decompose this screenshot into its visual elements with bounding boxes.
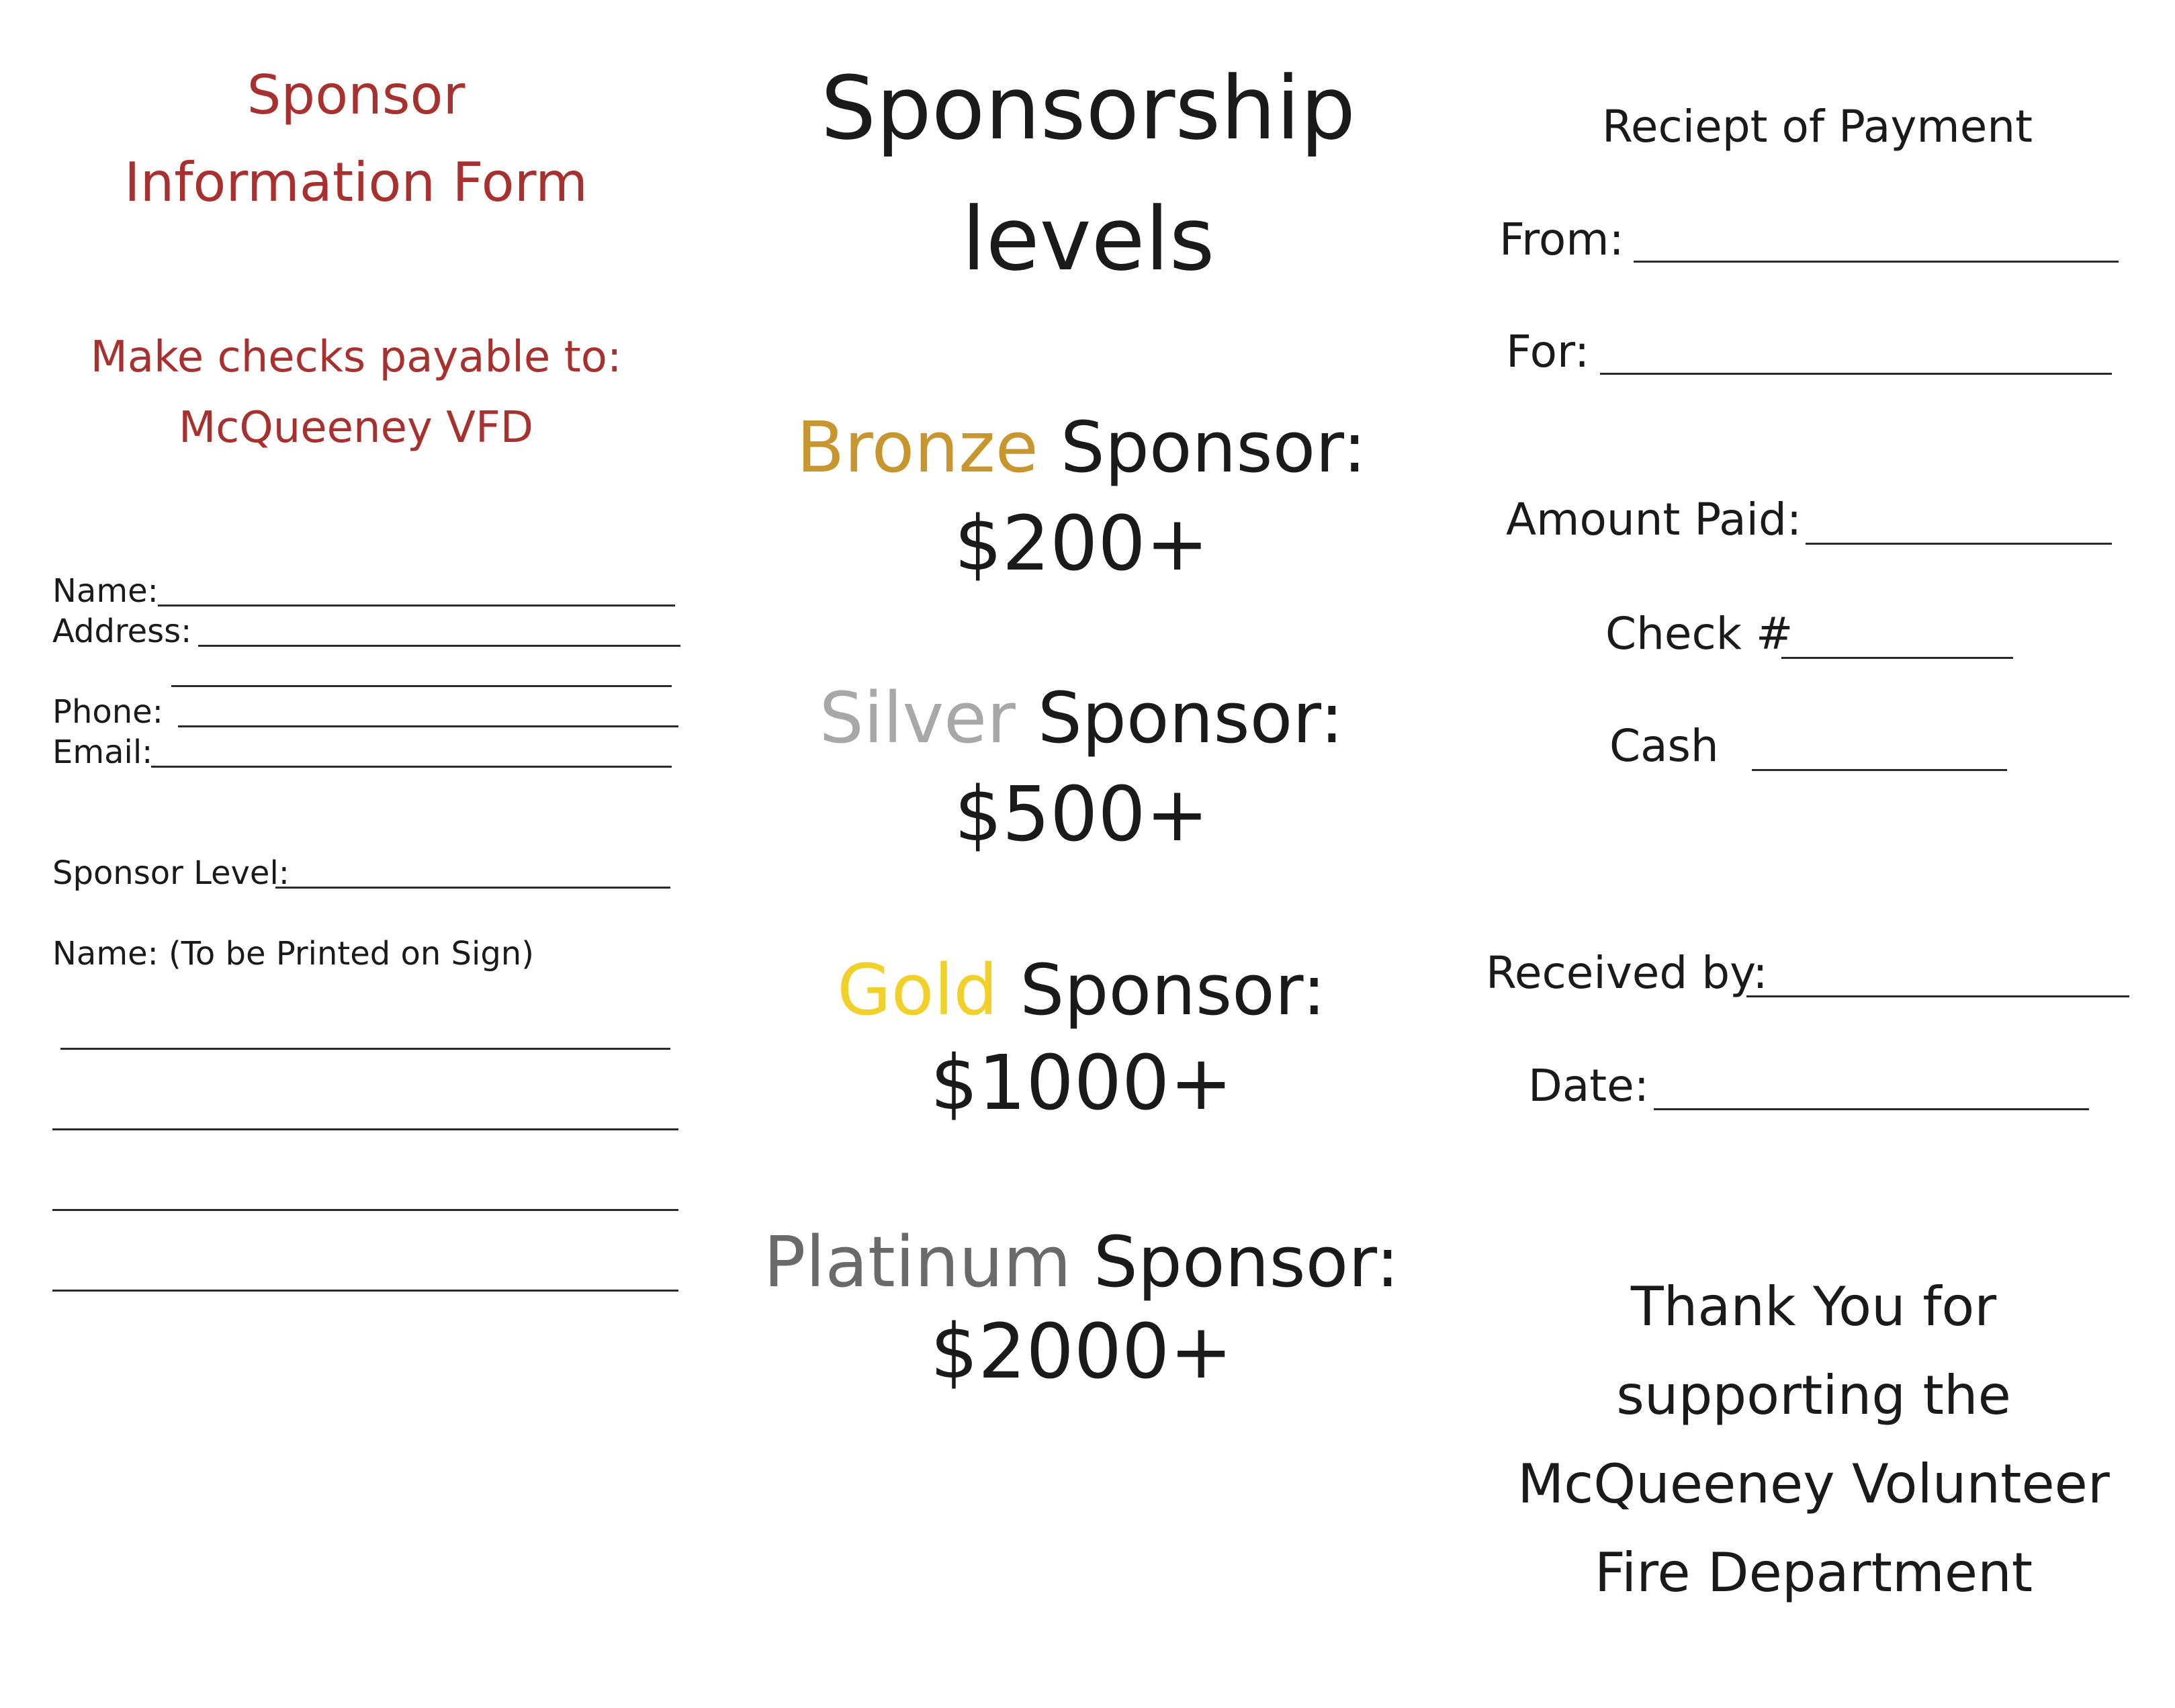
payable-to-label: Make checks payable to: (90, 332, 622, 382)
check-number-field[interactable] (1781, 657, 2013, 659)
received-by-field[interactable] (1746, 995, 2129, 997)
sign-name-line-3[interactable] (52, 1209, 678, 1211)
date-label: Date: (1528, 1060, 1649, 1112)
gold-amount: $1000+ (930, 1040, 1233, 1127)
bronze-tier-name: Bronze (796, 406, 1038, 488)
silver-tier-name: Silver (819, 677, 1016, 759)
thanks-line-1: Thank You for (1630, 1275, 1997, 1338)
silver-amount: $500+ (954, 771, 1209, 858)
from-label: From: (1499, 214, 1624, 265)
for-field[interactable] (1600, 373, 2112, 375)
sign-name-line-2[interactable] (52, 1128, 678, 1130)
received-by-label: Received by: (1486, 947, 1768, 999)
bronze-tier-suffix: Sponsor: (1038, 406, 1367, 488)
phone-field[interactable] (178, 725, 678, 727)
check-number-label: Check # (1605, 608, 1793, 660)
platinum-tier-suffix: Sponsor: (1071, 1221, 1400, 1303)
sponsor-title-line2: Information Form (124, 151, 588, 214)
cash-field[interactable] (1752, 769, 2007, 771)
for-label: For: (1506, 326, 1590, 377)
thanks-line-2: supporting the (1616, 1364, 2011, 1427)
levels-title-line2: levels (961, 188, 1215, 290)
sign-name-line-4[interactable] (52, 1290, 678, 1292)
sponsor-level-label: Sponsor Level: (52, 854, 290, 892)
sign-name-line-1[interactable] (60, 1048, 670, 1050)
email-field[interactable] (151, 766, 672, 768)
amount-paid-field[interactable] (1806, 543, 2112, 545)
from-field[interactable] (1634, 261, 2119, 263)
name-label: Name: (52, 572, 159, 610)
date-field[interactable] (1654, 1108, 2089, 1110)
receipt-title: Reciept of Payment (1602, 101, 2033, 152)
address-field[interactable] (198, 645, 680, 647)
gold-tier-suffix: Sponsor: (997, 949, 1326, 1031)
name-field[interactable] (158, 604, 675, 606)
email-label: Email: (52, 733, 153, 771)
silver-tier-suffix: Sponsor: (1015, 677, 1344, 759)
thanks-line-4: Fire Department (1594, 1541, 2033, 1604)
payable-to-name: McQueeney VFD (178, 403, 534, 453)
thank-you-message (1444, 1263, 2175, 1617)
sponsor-level-field[interactable] (275, 887, 670, 889)
gold-level-title (719, 949, 1444, 1031)
gold-tier-name: Gold (837, 949, 998, 1031)
phone-label: Phone: (52, 693, 163, 731)
platinum-tier-name: Platinum (763, 1221, 1071, 1303)
sponsor-title-line1: Sponsor (247, 64, 465, 126)
levels-title-line1: Sponsorship (820, 57, 1356, 159)
amount-paid-label: Amount Paid: (1506, 494, 1802, 545)
address-label: Address: (52, 613, 192, 650)
platinum-amount: $2000+ (930, 1308, 1233, 1396)
bronze-level-title (719, 406, 1444, 488)
silver-level-title (719, 677, 1444, 759)
platinum-level-title (719, 1221, 1444, 1303)
address-field-line2[interactable] (171, 685, 672, 687)
sign-name-label: Name: (To be Printed on Sign) (52, 935, 534, 973)
thanks-line-3: McQueeney Volunteer (1517, 1453, 2110, 1515)
cash-label: Cash (1609, 720, 1719, 772)
bronze-amount: $200+ (954, 500, 1209, 588)
